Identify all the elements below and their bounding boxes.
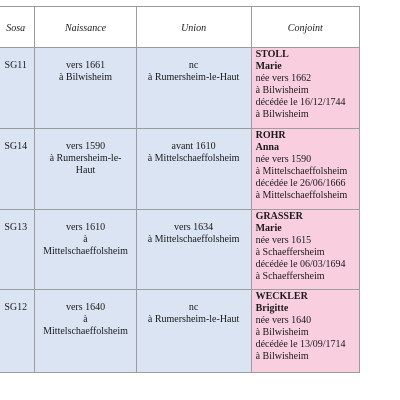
union-line: avant 1610 [171, 141, 216, 152]
naissance-line: à Rumersheim-le- [49, 153, 122, 164]
sosa-cell: SG12 [0, 290, 35, 373]
conjoint-detail: décédée le 13/09/1714 [255, 339, 346, 350]
union-cell [136, 48, 251, 129]
union-line: à Rumersheim-le-Haut [147, 314, 240, 325]
conjoint-firstname: Brigitte [255, 303, 289, 314]
header-naissance: Naissance [35, 7, 136, 48]
conjoint-detail: née vers 1590 [255, 154, 312, 165]
conjoint-detail: née vers 1662 [255, 73, 312, 84]
conjoint-cell [251, 48, 359, 129]
naissance-cell [35, 129, 136, 210]
conjoint-cell [251, 210, 359, 290]
table-row [0, 48, 360, 129]
conjoint-detail: à Schaeffersheim [255, 271, 325, 282]
conjoint-detail: à Mittelschaeffolsheim [255, 166, 348, 177]
union-cell [136, 210, 251, 290]
conjoint-detail: à Bilwisheim [255, 85, 309, 96]
naissance-line: Mittelschaeffolsheim [43, 326, 128, 337]
naissance-line: Mittelschaeffolsheim [43, 246, 128, 257]
naissance-line: à [83, 314, 88, 325]
header-conjoint: Conjoint [251, 7, 359, 48]
header-union: Union [136, 7, 251, 48]
naissance-line: vers 1590 [65, 141, 106, 152]
header-row [0, 7, 360, 48]
conjoint-detail: à Mittelschaeffolsheim [255, 190, 348, 201]
naissance-line: Haut [75, 165, 96, 176]
sosa-cell: SG11 [0, 48, 35, 129]
naissance-cell [35, 48, 136, 129]
naissance-line: à [83, 234, 88, 245]
conjoint-detail: décédée le 16/12/1744 [255, 97, 346, 108]
conjoint-surname: ROHR [255, 130, 286, 141]
union-cell [136, 290, 251, 373]
union-line: à Mittelschaeffolsheim [147, 234, 240, 245]
conjoint-detail: à Bilwisheim [255, 327, 309, 338]
conjoint-detail: née vers 1615 [255, 235, 312, 246]
union-line: nc [188, 302, 199, 313]
conjoint-surname: GRASSER [255, 211, 303, 222]
conjoint-detail: décédée le 26/06/1666 [255, 178, 346, 189]
conjoint-detail: à Bilwisheim [255, 351, 309, 362]
naissance-cell [35, 210, 136, 290]
union-cell [136, 129, 251, 210]
conjoint-cell [251, 129, 359, 210]
conjoint-surname: WECKLER [255, 291, 308, 302]
conjoint-firstname: Marie [255, 223, 282, 234]
conjoint-firstname: Marie [255, 61, 282, 72]
table-row [0, 129, 360, 210]
union-line: vers 1634 [174, 222, 214, 233]
conjoint-detail: à Bilwisheim [255, 109, 309, 120]
conjoint-detail: à Schaeffersheim [255, 247, 325, 258]
conjoint-cell [251, 290, 359, 373]
conjoint-detail: née vers 1640 [255, 315, 312, 326]
sosa-cell: SG14 [0, 129, 35, 210]
table-row [0, 210, 360, 290]
union-line: nc [188, 60, 199, 71]
table-row [0, 290, 360, 373]
naissance-cell [35, 290, 136, 373]
header-sosa: Sosa [0, 7, 35, 48]
union-line: à Rumersheim-le-Haut [147, 72, 240, 83]
naissance-line: vers 1610 [65, 222, 106, 233]
conjoint-surname: STOLL [255, 49, 289, 60]
naissance-line: vers 1661 [65, 60, 106, 71]
conjoint-detail: décédée le 06/03/1694 [255, 259, 346, 270]
union-line: à Mittelschaeffolsheim [147, 153, 240, 164]
genealogy-table [0, 6, 360, 373]
naissance-line: vers 1640 [65, 302, 106, 313]
naissance-line: à Bilwisheim [58, 72, 113, 83]
conjoint-firstname: Anna [255, 142, 279, 153]
sosa-cell: SG13 [0, 210, 35, 290]
